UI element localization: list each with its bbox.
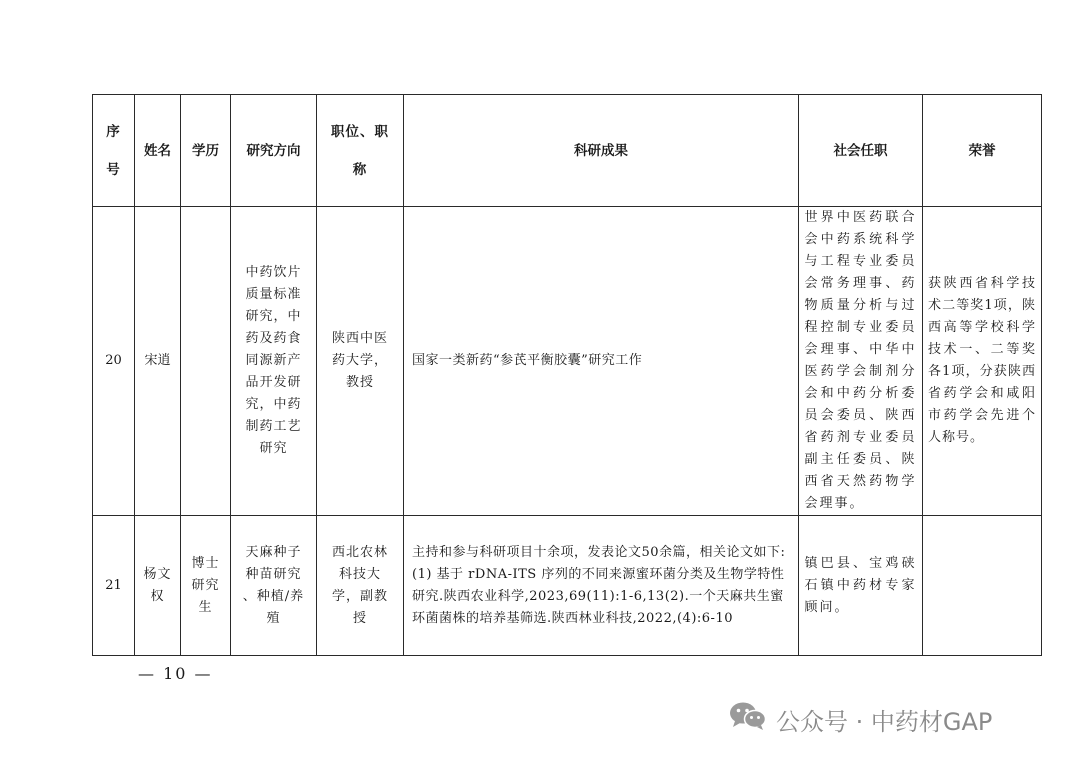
header-edu: 学历 — [181, 95, 231, 207]
cell-position: 西北农林科技大学，副教授 — [317, 516, 404, 656]
cell-edu — [181, 207, 231, 516]
header-name: 姓名 — [135, 95, 181, 207]
talent-table — [92, 94, 1042, 656]
header-position: 职位、职称 — [317, 95, 404, 207]
header-research: 科研成果 — [404, 95, 799, 207]
cell-research: 主持和参与科研项目十余项，发表论文50余篇，相关论文如下:(1) 基于 rDNA-ITS 序列的不同来源蜜环菌分类及生物学特性研究.陕西农业科学,2023,69(11):1-6,13(2).一个天麻共生蜜环菌菌株的培养基筛选.陕西林业科技,2022,(4):6-10 — [404, 516, 799, 656]
page-number: — 10 — — [138, 664, 213, 683]
cell-name: 宋逍 — [135, 207, 181, 516]
header-social: 社会任职 — [799, 95, 923, 207]
header-direction: 研究方向 — [231, 95, 317, 207]
wechat-icon — [728, 700, 768, 738]
cell-name: 杨文权 — [135, 516, 181, 656]
cell-research: 国家一类新药“参芪平衡胶囊”研究工作 — [404, 207, 799, 516]
header-row — [93, 95, 1042, 207]
cell-no: 21 — [93, 516, 135, 656]
table-row — [93, 516, 1042, 656]
cell-social: 镇巴县、宝鸡硖石镇中药材专家顾问。 — [799, 516, 923, 656]
cell-social: 世界中医药联合会中药系统科学与工程专业委员会常务理事、药物质量分析与过程控制专业委员会理事、中华中医药学会制剂分会和中药分析委员会委员、陕西省药剂专业委员副主任委员、陕西省天然药物学会理事。 — [799, 207, 923, 516]
cell-honor — [923, 516, 1042, 656]
header-honor: 荣誉 — [923, 95, 1042, 207]
watermark — [728, 700, 992, 738]
cell-honor: 获陕西省科学技术二等奖1项，陕西高等学校科学技术一、二等奖各1项，分获陕西省药学会和咸阳市药学会先进个人称号。 — [923, 207, 1042, 516]
cell-no: 20 — [93, 207, 135, 516]
header-no: 序号 — [93, 95, 135, 207]
cell-position: 陕西中医药大学，教授 — [317, 207, 404, 516]
cell-direction: 中药饮片质量标准研究，中药及药食同源新产品开发研究，中药制药工艺研究 — [231, 207, 317, 516]
table-row — [93, 207, 1042, 516]
cell-direction: 天麻种子种苗研究 、种植/养殖 — [231, 516, 317, 656]
watermark-text: 公众号 · 中药材GAP — [776, 707, 993, 736]
cell-edu: 博士研究生 — [181, 516, 231, 656]
